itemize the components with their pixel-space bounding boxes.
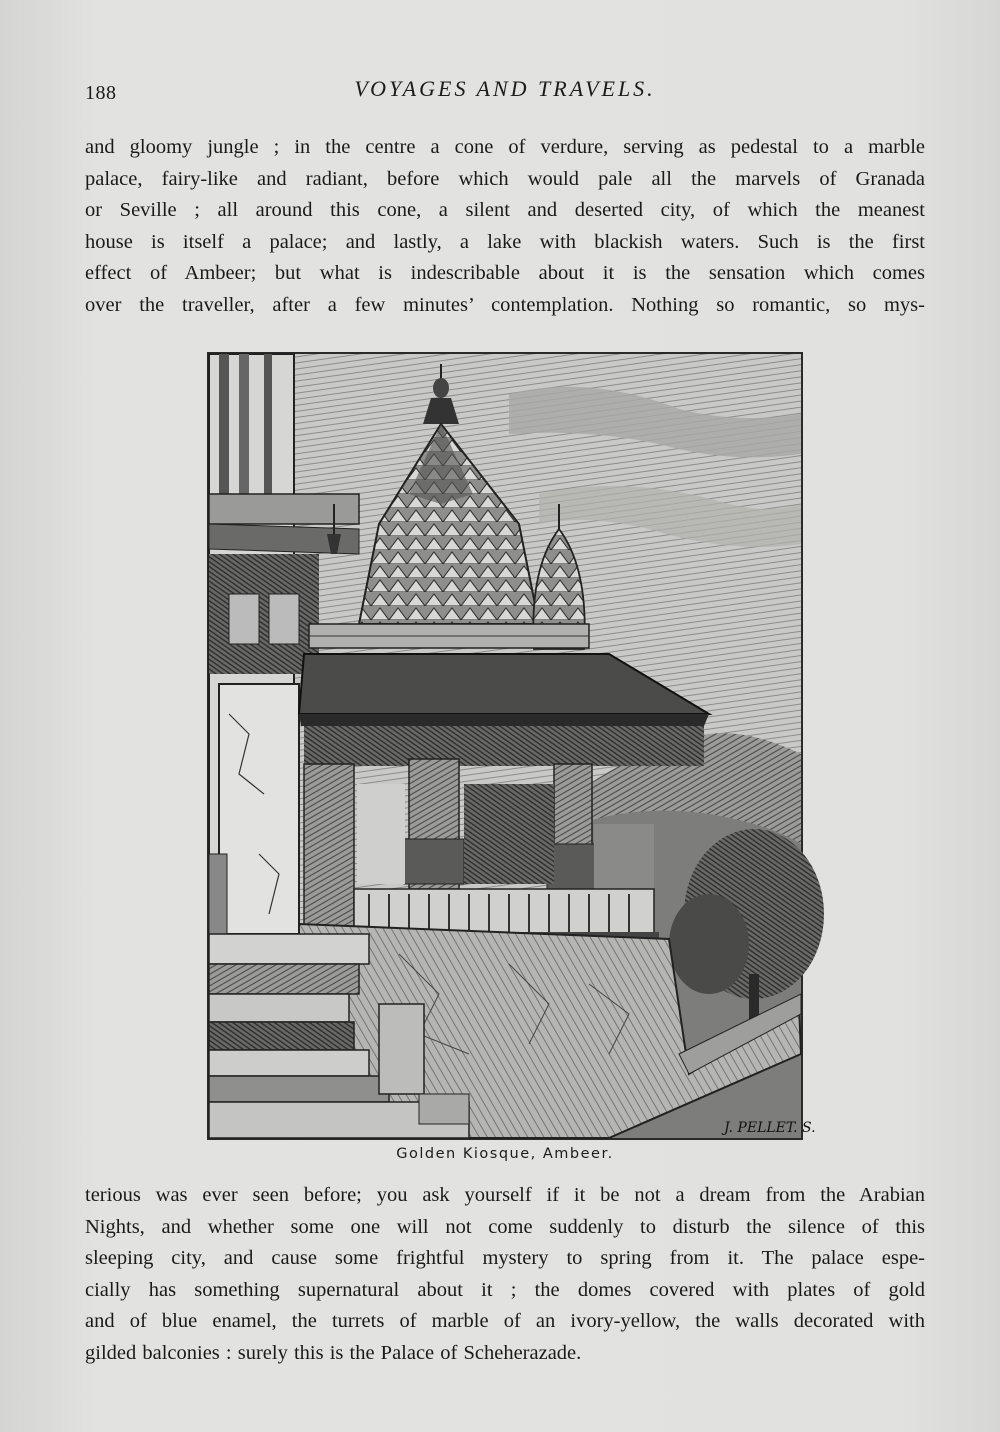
text-line: and of blue enamel, the turrets of marble of an ivory-yellow, the walls decorated with — [85, 1310, 925, 1333]
text-line: house is itself a palace; and lastly, a lake with blackish waters. Such is the first — [85, 230, 925, 253]
artist-signature: J. PELLET. S. — [724, 1120, 816, 1136]
paragraph-bottom — [85, 1180, 925, 1370]
text-line: or Seville ; all around this cone, a silent and deserted city, of which the meanest — [85, 199, 925, 222]
text-line: cially has something supernatural about it ; the domes covered with plates of gold — [85, 1278, 925, 1301]
text-line: Nights, and whether some one will not come suddenly to disturb the silence of this — [85, 1215, 925, 1238]
text-line: over the traveller, after a few minutes’ contemplation. Nothing so romantic, so mys- — [85, 293, 925, 316]
page-header — [85, 76, 925, 116]
text-line: terious was ever seen before; you ask yourself if it be not a dream from the Arabian — [85, 1184, 925, 1206]
page-number: 188 — [85, 82, 117, 104]
running-title: VOYAGES AND TRAVELS. — [354, 76, 656, 101]
figure-caption: Golden Kiosque, Ambeer. — [396, 1146, 614, 1162]
engraving-illustration — [207, 352, 816, 1140]
text-line: sleeping city, and cause some frightful mystery to spring from it. The palace espe- — [85, 1247, 925, 1270]
text-line: effect of Ambeer; but what is indescribable about it is the sensation which comes — [85, 262, 925, 285]
paragraph-top — [85, 132, 925, 322]
text-line: palace, fairy-like and radiant, before which would pale all the marvels of Granada — [85, 167, 925, 190]
kiosk-engraving — [209, 354, 816, 1138]
text-line: and gloomy jungle ; in the centre a cone of verdure, serving as pedestal to a marble — [85, 136, 925, 158]
text-line: gilded balconies : surely this is the Palace of Scheherazade. — [85, 1341, 582, 1364]
